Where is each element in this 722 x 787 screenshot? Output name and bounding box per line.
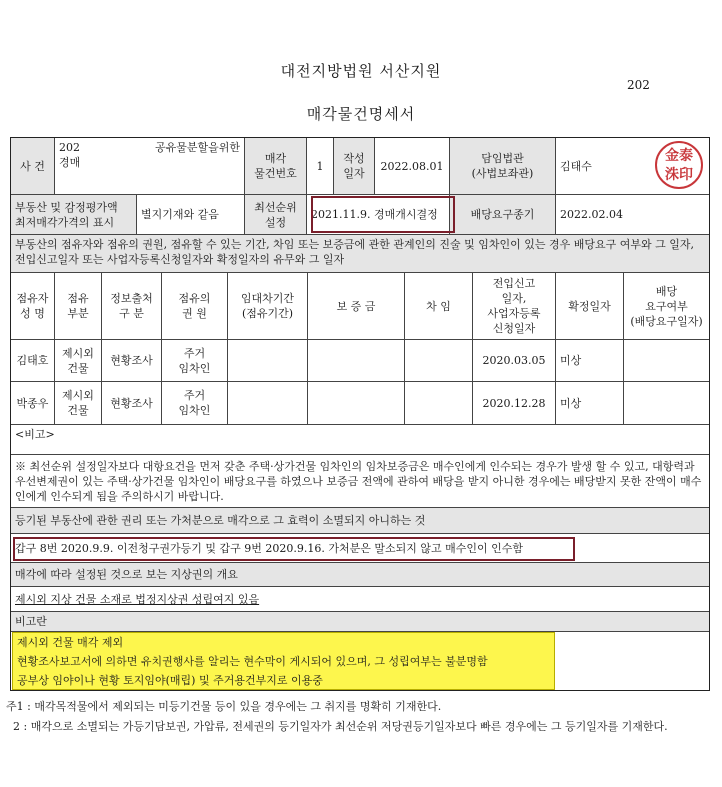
- priority-highlight-box: [311, 196, 455, 233]
- row1-dividend: [624, 340, 709, 382]
- remarks2-line-2: 현황조사보고서에 의하면 유치권행사를 알리는 현수막이 게시되어 있으며, 그 성립여부는 불분명함: [17, 655, 488, 668]
- year-mark: 202: [627, 78, 650, 92]
- row2-fixed-date: 미상: [556, 382, 624, 425]
- header-source: 정보출처 구 분: [102, 273, 162, 340]
- row2-title: 주거 임차인: [162, 382, 228, 425]
- row2-moved-in: 2020.12.28: [473, 382, 556, 425]
- row1-name: 김태호: [11, 340, 55, 382]
- header-fixed-date: 확정일자: [556, 273, 624, 340]
- case-cell: [55, 138, 245, 195]
- priority-label: 최선순위 설정: [245, 195, 307, 235]
- priority-value: 2021.11.9. 경매개시결정: [307, 195, 450, 235]
- row2-part: 제시외 건물: [55, 382, 102, 425]
- judge-name-text: 김태수: [560, 159, 592, 173]
- seal-stamp-text: 金泰 洙印: [665, 148, 693, 183]
- row1-part: 제시외 건물: [55, 340, 102, 382]
- header-title: 점유의 권 원: [162, 273, 228, 340]
- document-title: 매각물건명세서: [306, 105, 416, 123]
- appraisal-label: 부동산 및 감정평가액 최저매각가격의 표시: [11, 195, 137, 235]
- header-part: 점유 부분: [55, 273, 102, 340]
- occupancy-note: 부동산의 점유자와 점유의 권원, 점유할 수 있는 기간, 차임 또는 보증금에 관한 관계인의 진술 및 임차인이 있는 경우 배당요구 여부와 그 일자, 전입신고일자 또는 사업자등록신청일자와 확정일자의 유무와 그 일자: [11, 235, 709, 273]
- remarks2-label: 비고란: [11, 612, 709, 632]
- header-period: 임대차기간 (점유기간): [228, 273, 308, 340]
- remarks2-line-1: 제시외 건물 매각 제외: [17, 636, 124, 649]
- row1-moved-in: 2020.03.05: [473, 340, 556, 382]
- row2-rent: [405, 382, 473, 425]
- row1-rent: [405, 340, 473, 382]
- surface-right-value: 제시외 지상 건물 소재로 법정지상권 성립여지 있음: [15, 592, 260, 606]
- registered-rights-value: 갑구 8번 2020.9.9. 이전청구권가등기 및 갑구 9번 2020.9.16. 가처분은 말소되지 않고 매수인이 인수함: [11, 534, 709, 563]
- remarks2-box: [12, 632, 555, 690]
- header-occupant: 점유자 성 명: [11, 273, 55, 340]
- row1-deposit: [308, 340, 405, 382]
- row1-title: 주거 임차인: [162, 340, 228, 382]
- registered-rights-highlight-box: [13, 537, 575, 561]
- surface-right-cell: [11, 587, 709, 612]
- case-number: 202: [59, 141, 80, 154]
- header-deposit: 보 증 금: [308, 273, 405, 340]
- row1-source: 현황조사: [102, 340, 162, 382]
- court-name: 대전지방법원 서산지원: [280, 62, 442, 80]
- appraisal-value: 별지기재와 같음: [137, 195, 245, 235]
- registered-rights-label: 등기된 부동산에 관한 권리 또는 가처분으로 매각으로 그 효력이 소멸되지 아니하는 것: [11, 508, 709, 534]
- item-number-label: 매각 물건번호: [245, 138, 307, 195]
- created-date: 2022.08.01: [375, 138, 450, 195]
- case-label: 사 건: [11, 138, 55, 195]
- surface-right-label: 매각에 따라 설정된 것으로 보는 지상권의 개요: [11, 563, 709, 587]
- item-number: 1: [307, 138, 334, 195]
- deadline-label: 배당요구종기: [450, 195, 556, 235]
- header-rent: 차 임: [405, 273, 473, 340]
- row1-period: [228, 340, 308, 382]
- footnote-1: 주1 : 매각목적물에서 제외되는 미등기건물 등이 있을 경우에는 그 취지를 명확히 기재한다.: [6, 700, 442, 713]
- case-description: 공유물분할을위한: [154, 141, 240, 154]
- remarks2-line-3: 공부상 임야이나 현황 토지임야(매립) 및 주거용건부지로 이용중: [17, 674, 323, 687]
- deadline-value: 2022.02.04: [556, 195, 709, 235]
- row2-period: [228, 382, 308, 425]
- header-moved-in: 전입신고 일자, 사업자등록 신청일자: [473, 273, 556, 340]
- caution-note: ※ 최선순위 설정일자보다 대항요건을 먼저 갖춘 주택·상가건물 임차인의 임차보증금은 매수인에게 인수되는 경우가 발생 할 수 있고, 대항력과 우선변제권이 있는 주택·상가건물 임차인이 배당요구를 하였으나 보증금 전액에 관하여 배당을 받지 아니한 경우에는 배당받지 못한 잔액이 매수인에게 인수되게 됨을 주의하시기 바랍니다.: [11, 455, 709, 508]
- row2-source: 현황조사: [102, 382, 162, 425]
- seal-stamp: [655, 141, 703, 189]
- created-label: 작성 일자: [334, 138, 375, 195]
- remarks-label: <비고>: [11, 425, 709, 455]
- judge-label: 담임법관 (사법보좌관): [450, 138, 556, 195]
- case-type: 경매: [59, 156, 81, 169]
- header-dividend: 배당 요구여부 (배당요구일자): [624, 273, 709, 340]
- row2-deposit: [308, 382, 405, 425]
- row1-fixed-date: 미상: [556, 340, 624, 382]
- row2-name: 박종우: [11, 382, 55, 425]
- footnote-2: 2 : 매각으로 소멸되는 가등기담보권, 가압류, 전세권의 등기일자가 최선순위 저당권등기일자보다 빠른 경우에는 그 등기일자를 기재한다.: [6, 720, 668, 733]
- row2-dividend: [624, 382, 709, 425]
